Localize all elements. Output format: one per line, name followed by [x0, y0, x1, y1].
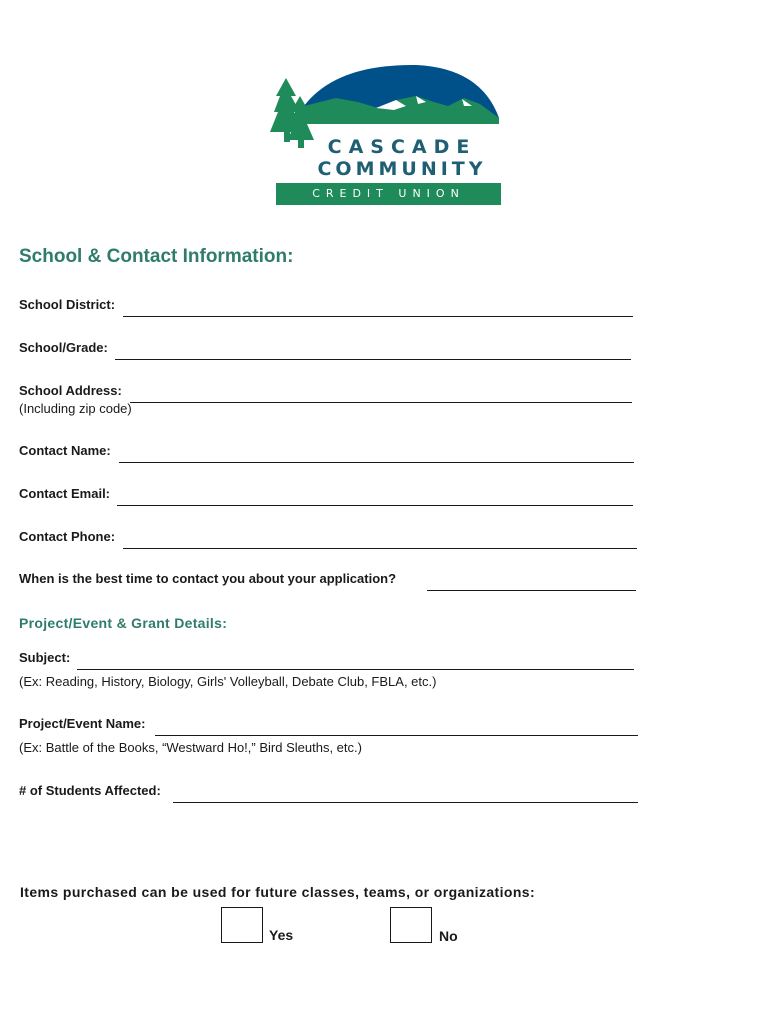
contact-email-line[interactable]: [117, 505, 633, 506]
best-time-field[interactable]: [19, 571, 636, 591]
event-name-line[interactable]: [155, 735, 638, 736]
logo-line-1: CASCADE: [327, 136, 477, 158]
subject-label: Subject:: [19, 650, 71, 665]
contact-email-field[interactable]: [19, 486, 633, 506]
school-address-field[interactable]: [19, 383, 632, 403]
school-grade-line[interactable]: [115, 359, 631, 360]
contact-phone-label: Contact Phone:: [19, 529, 116, 544]
subject-field[interactable]: [19, 650, 634, 670]
subject-line[interactable]: [77, 669, 634, 670]
contact-name-label: Contact Name:: [19, 443, 111, 458]
no-label: No: [439, 928, 458, 944]
project-section-title: Project/Event & Grant Details:: [19, 615, 228, 631]
contact-phone-line[interactable]: [123, 548, 637, 549]
event-name-hint: (Ex: Battle of the Books, “Westward Ho!,” Bird Sleuths, etc.): [19, 740, 362, 755]
logo-line-2: COMMUNITY: [317, 158, 487, 180]
logo-bar: CREDIT UNION: [276, 183, 501, 205]
event-name-label: Project/Event Name:: [19, 716, 146, 731]
future-use-question: Items purchased can be used for future classes, teams, or organizations:: [20, 884, 536, 900]
contact-name-line[interactable]: [119, 462, 634, 463]
no-checkbox[interactable]: [390, 907, 432, 943]
contact-phone-field[interactable]: [19, 529, 637, 549]
school-address-label: School Address:: [19, 383, 122, 398]
school-grade-label: School/Grade:: [19, 340, 108, 355]
best-time-label: When is the best time to contact you about your application?: [19, 571, 397, 586]
cascade-logo: [266, 62, 504, 208]
school-district-line[interactable]: [123, 316, 633, 317]
school-address-hint: (Including zip code): [19, 401, 132, 416]
school-district-label: School District:: [19, 297, 116, 312]
yes-checkbox[interactable]: [221, 907, 263, 943]
yes-label: Yes: [269, 927, 294, 943]
school-grade-field[interactable]: [19, 340, 631, 360]
event-name-field[interactable]: [19, 716, 638, 736]
students-affected-line[interactable]: [173, 802, 638, 803]
school-district-field[interactable]: [19, 297, 633, 317]
school-address-line[interactable]: [130, 402, 632, 403]
contact-name-field[interactable]: [19, 443, 634, 463]
contact-email-label: Contact Email:: [19, 486, 111, 501]
subject-hint: (Ex: Reading, History, Biology, Girls' Volleyball, Debate Club, FBLA, etc.): [19, 674, 437, 689]
best-time-line[interactable]: [427, 590, 636, 591]
students-affected-field[interactable]: [19, 783, 638, 803]
students-affected-label: # of Students Affected:: [19, 783, 161, 798]
section-title: School & Contact Information:: [19, 246, 294, 267]
